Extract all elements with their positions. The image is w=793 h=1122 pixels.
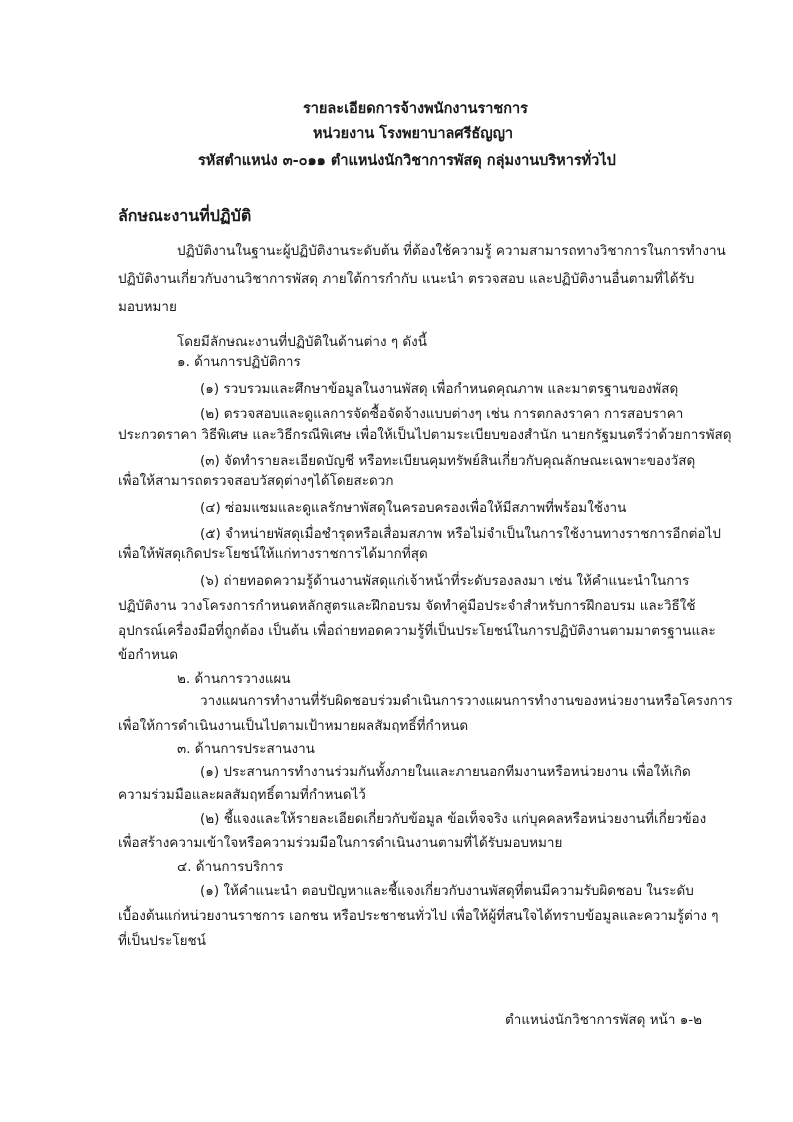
part1-item-continuation: ข้อกำหนด [118,647,178,663]
part4-heading: ๔. ด้านการบริการ [177,859,284,875]
part4-item: (๑) ให้คำแนะนำ ตอบปัญหาและชี้แจงเกี่ยวกับงานพัสดุที่ตนมีความรับผิดชอบ ในระดับ [200,883,694,899]
part2-paragraph-line: วางแผนการทำงานที่รับผิดชอบร่วมดำเนินการวางแผนการทำงานของหน่วยงานหรือโครงการ [200,693,733,709]
part4-item-continuation: ที่เป็นประโยชน์ [118,933,206,949]
part3-item: (๒) ชี้แจงและให้รายละเอียดเกี่ยวกับข้อมูล ข้อเท็จจริง แก่บุคคลหรือหน่วยงานที่เกี่ยวข้อง [200,811,707,827]
part3-item-continuation: ความร่วมมือและผลสัมฤทธิ์ตามที่กำหนดไว้ [118,787,366,803]
part4-item-continuation: เบื้องต้นแก่หน่วยงานราชการ เอกชน หรือประชาชนทั่วไป เพื่อให้ผู้ที่สนใจได้ทราบข้อมูลและความรู้ต่าง ๆ [118,908,719,924]
part3-heading: ๓. ด้านการประสานงาน [177,741,315,757]
part1-item-continuation: เพื่อให้สามารถตรวจสอบวัสดุต่างๆได้โดยสะดวก [118,473,394,489]
document-title: รายละเอียดการจ้างพนักงานราชการ [303,101,528,117]
part2-heading: ๒. ด้านการวางแผน [177,671,291,687]
intro-paragraph-line: มอบหมาย [118,299,177,315]
position-code: รหัสตำแหน่ง ๓-๐๑๑ ตำแหน่งนักวิชาการพัสดุ กลุ่มงานบริหารทั่วไป [198,153,616,169]
section-heading: ลักษณะงานที่ปฏิบัติ [118,206,252,225]
page-footer-label: ตำแหน่งนักวิชาการพัสดุ หน้า ๑-๒ [505,1012,703,1028]
part2-paragraph-line: เพื่อให้การดำเนินงานเป็นไปตามเป้าหมายผลสัมฤทธิ์ที่กำหนด [118,718,469,734]
part1-item-continuation: ประกวดราคา วิธีพิเศษ และวิธีกรณีพิเศษ เพื่อให้เป็นไปตามระเบียบของสำนัก นายกรัฐมนตรีว่าด้วยการพัสดุ [118,427,732,443]
agency-name: หน่วยงาน โรงพยาบาลศรีธัญญา [313,126,514,142]
part1-item-continuation: อุปกรณ์เครื่องมือที่ถูกต้อง เป็นต้น เพื่อถ่ายทอดความรู้ที่เป็นประโยชน์ในการปฏิบัติงานตามมาตรฐานและ [118,623,716,639]
part1-item: (๖) ถ่ายทอดความรู้ด้านงานพัสดุแก่เจ้าหน้าที่ระดับรองลงมา เช่น ให้คำแนะนำในการ [200,573,690,589]
part1-item-continuation: ปฏิบัติงาน วางโครงการกำหนดหลักสูตรและฝึกอบรม จัดทำคู่มือประจำสำหรับการฝึกอบรม และวิธีใช้ [118,598,696,614]
part1-heading: ๑. ด้านการปฏิบัติการ [177,354,301,370]
part3-item-continuation: เพื่อสร้างความเข้าใจหรือความร่วมมือในการดำเนินงานตามที่ได้รับมอบหมาย [118,835,563,851]
part1-item: (๑) รวบรวมและศึกษาข้อมูลในงานพัสดุ เพื่อกำหนดคุณภาพ และมาตรฐานของพัสดุ [200,381,679,397]
part1-item: (๓) จัดทำรายละเอียดบัญชี หรือทะเบียนคุมทรัพย์สินเกี่ยวกับคุณลักษณะเฉพาะของวัสดุ [200,453,696,469]
intro-paragraph-line: ปฏิบัติงานเกี่ยวกับงานวิชาการพัสดุ ภายใต้การกำกับ แนะนำ ตรวจสอบ และปฏิบัติงานอื่นตามที่ได้รับ [118,271,695,287]
part1-item-continuation: เพื่อให้พัสดุเกิดประโยชน์ให้แก่ทางราชการได้มากที่สุด [118,546,428,562]
intro-lead-in: โดยมีลักษณะงานที่ปฏิบัติในด้านต่าง ๆ ดังนี้ [177,334,427,350]
intro-paragraph-line: ปฏิบัติงานในฐานะผู้ปฏิบัติงานระดับต้น ที่ต้องใช้ความรู้ ความสามารถทางวิชาการในการทำงาน [177,243,726,259]
part1-item: (๔) ซ่อมแซมและดูแลรักษาพัสดุในครอบครองเพื่อให้มีสภาพที่พร้อมใช้งาน [200,500,627,516]
part1-item: (๕) จำหน่ายพัสดุเมื่อชำรุดหรือเสื่อมสภาพ หรือไม่จำเป็นในการใช้งานทางราชการอีกต่อไป [200,526,721,542]
part3-item: (๑) ประสานการทำงานร่วมกันทั้งภายในและภายนอกทีมงานหรือหน่วยงาน เพื่อให้เกิด [200,764,691,780]
part1-item: (๒) ตรวจสอบและดูแลการจัดซื้อจัดจ้างแบบต่างๆ เช่น การตกลงราคา การสอบราคา [200,406,684,422]
